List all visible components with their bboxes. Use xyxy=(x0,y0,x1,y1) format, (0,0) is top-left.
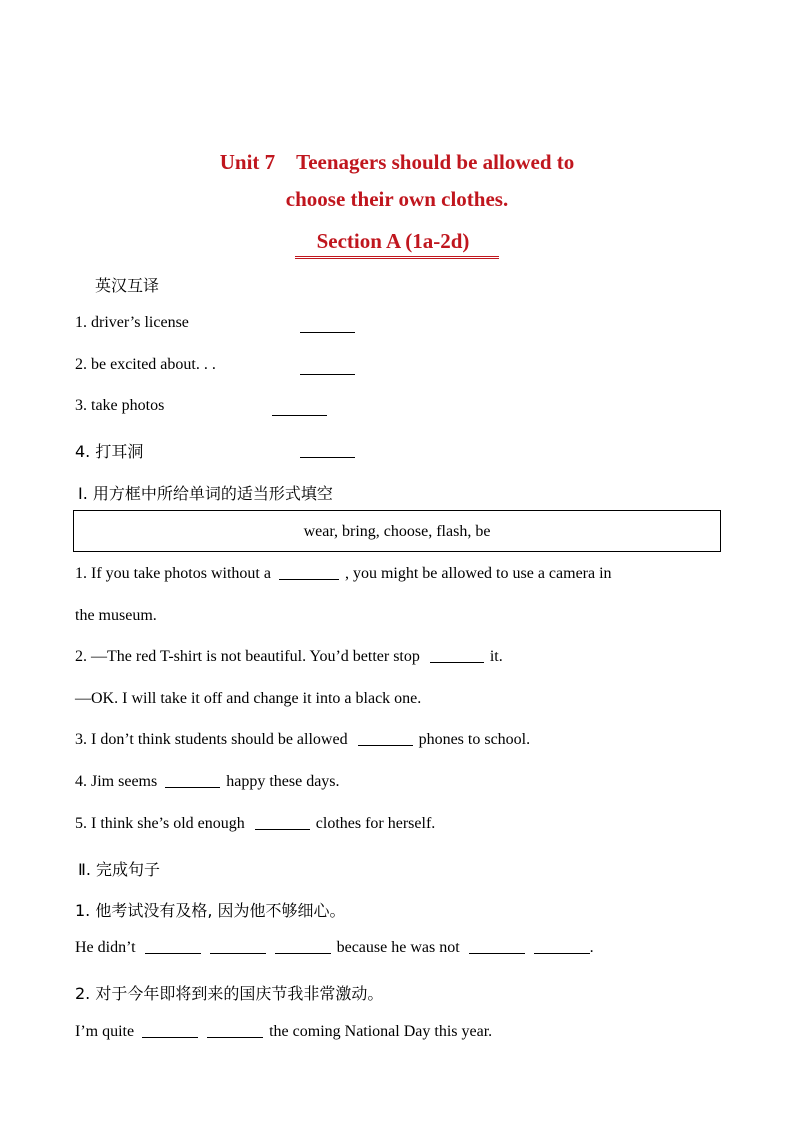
sentence-text: because he was not xyxy=(336,939,460,956)
word-box: wear, bring, choose, flash, be xyxy=(73,510,721,552)
answer-blank xyxy=(145,952,201,954)
question-text: phones to school. xyxy=(418,731,531,748)
translate-item-1: 1. driver’s license xyxy=(75,314,189,331)
sentence-2-english xyxy=(75,1023,492,1041)
translate-item-3: 3. take photos xyxy=(75,397,165,414)
question-1-cont: the museum. xyxy=(75,607,157,624)
title-line-2: choose their own clothes. xyxy=(285,187,509,211)
section-title xyxy=(0,229,794,259)
answer-blank xyxy=(165,786,220,788)
title-line-1: Unit 7 Teenagers should be allowed to xyxy=(219,150,575,174)
question-5 xyxy=(75,815,435,833)
answer-blank xyxy=(255,828,310,830)
part1-heading: Ⅰ. 用方框中所给单词的适当形式填空 xyxy=(78,484,333,503)
answer-blank xyxy=(300,457,355,458)
answer-blank xyxy=(430,661,484,663)
sentence-text: He didn’t xyxy=(75,939,136,956)
answer-blank xyxy=(210,952,266,954)
question-text: 3. I don’t think students should be allowed xyxy=(75,731,348,748)
answer-blank xyxy=(534,952,590,954)
question-2-reply: —OK. I will take it off and change it into a black one. xyxy=(75,690,422,707)
answer-blank xyxy=(300,332,355,333)
answer-blank xyxy=(142,1036,198,1038)
answer-blank xyxy=(279,578,339,580)
question-3 xyxy=(75,731,530,749)
section-label: Section A (1a-2d) xyxy=(295,229,500,259)
sentence-1-english xyxy=(75,939,594,957)
sentence-1-chinese: 1. 他考试没有及格, 因为他不够细心。 xyxy=(75,901,346,920)
question-text: happy these days. xyxy=(226,773,340,790)
answer-blank xyxy=(469,952,525,954)
answer-blank xyxy=(272,415,327,416)
part0-heading: 英汉互译 xyxy=(95,276,160,295)
sentence-text: . xyxy=(589,939,594,956)
question-text: 4. Jim seems xyxy=(75,773,158,790)
question-4 xyxy=(75,773,340,791)
question-text: clothes for herself. xyxy=(315,815,436,832)
answer-blank xyxy=(207,1036,263,1038)
question-2 xyxy=(75,648,503,666)
question-text: 5. I think she’s old enough xyxy=(75,815,245,832)
sentence-text: the coming National Day this year. xyxy=(269,1023,493,1040)
answer-blank xyxy=(300,374,355,375)
answer-blank xyxy=(358,744,413,746)
answer-blank xyxy=(275,952,331,954)
question-text: 2. —The red T-shirt is not beautiful. You’d better stop xyxy=(75,648,420,665)
translate-item-4: 4. 打耳洞 xyxy=(75,442,144,461)
sentence-2-chinese: 2. 对于今年即将到来的国庆节我非常激动。 xyxy=(75,984,384,1003)
part2-heading: Ⅱ. 完成句子 xyxy=(78,860,161,879)
question-text: 1. If you take photos without a xyxy=(75,565,271,582)
translate-item-2: 2. be excited about. . . xyxy=(75,356,216,373)
question-text: , you might be allowed to use a camera in xyxy=(344,565,612,582)
question-text: it. xyxy=(489,648,503,665)
question-1 xyxy=(75,565,612,583)
sentence-text: I’m quite xyxy=(75,1023,135,1040)
